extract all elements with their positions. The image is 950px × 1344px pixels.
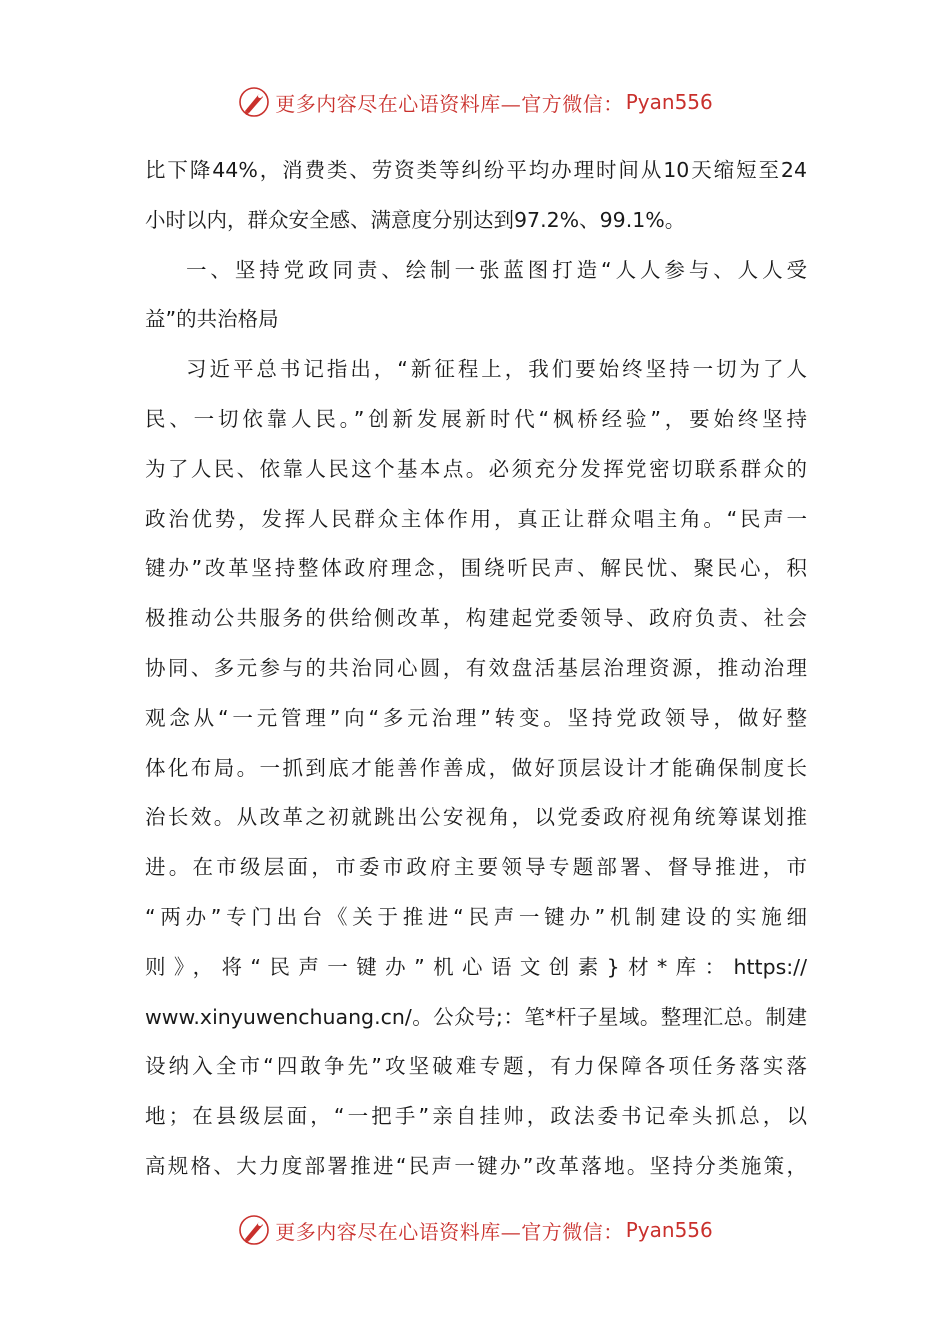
text-line: 治长效。从改革之初就跳出公安视角，以党委政府视角统筹谋划推 [145, 805, 807, 830]
pen-nib-logo-icon [237, 1213, 271, 1247]
text-line: 小时以内，群众安全感、满意度分别达到97.2%、99.1%。 [145, 207, 686, 232]
text-line: 进。在市级层面，市委市政府主要领导专题部署、督导推进，市 [145, 855, 807, 880]
text-line: 观念从“一元管理”向“多元治理”转变。坚持党政领导，做好整 [145, 705, 807, 730]
text-line: 政治优势，发挥人民群众主体作用，真正让群众唱主角。“民声一 [145, 506, 807, 531]
text-line: 协同、多元参与的共治同心圆，有效盘活基层治理资源，推动治理 [145, 655, 807, 680]
text-line: “两办”专门出台《关于推进“民声一键办”机制建设的实施细 [145, 904, 807, 929]
text-line: 民、一切依靠人民。”创新发展新时代“枫桥经验”，要始终坚持 [145, 406, 807, 431]
header-banner [0, 82, 950, 122]
section-heading [145, 246, 807, 346]
footer-slogan: 更多内容尽在心语资料库—官方微信： [275, 1219, 624, 1244]
paragraph-1 [145, 146, 807, 246]
text-line: 键办”改革坚持整体政府理念，围绕听民声、解民忧、聚民心，积 [145, 556, 807, 581]
text-line: www.xinyuwenchuang.cn/。公众号;：笔*杆子星域。整理汇总。制建 [145, 1004, 807, 1029]
pen-nib-logo-icon [237, 85, 271, 119]
text-line: 为了人民、依靠人民这个基本点。必须充分发挥党密切联系群众的 [145, 456, 807, 481]
text-line: 一、坚持党政同责、绘制一张蓝图打造“人人参与、人人受 [186, 257, 807, 282]
text-line: 设纳入全市“四敢争先”攻坚破难专题，有力保障各项任务落实落 [145, 1054, 807, 1079]
header-slogan: 更多内容尽在心语资料库—官方微信： [275, 91, 624, 116]
text-line: 益”的共治格局 [145, 307, 279, 332]
footer-banner [0, 1210, 950, 1250]
document-body [145, 146, 807, 1192]
text-line: 比下降44%，消费类、劳资类等纠纷平均办理时间从10天缩短至24 [145, 158, 807, 182]
paragraph-2 [145, 345, 807, 1192]
text-line: 体化布局。一抓到底才能善作善成，做好顶层设计才能确保制度长 [145, 755, 807, 780]
text-line: 习近平总书记指出，“新征程上，我们要始终坚持一切为了人 [186, 357, 807, 382]
text-line: 高规格、大力度部署推进“民声一键办”改革落地。坚持分类施策， [145, 1153, 807, 1178]
text-line: 极推动公共服务的供给侧改革，构建起党委领导、政府负责、社会 [145, 606, 807, 631]
text-line: 地；在县级层面，“一把手”亲自挂帅，政法委书记牵头抓总，以 [145, 1104, 807, 1129]
footer-wechat-id: Pyan556 [625, 1218, 713, 1242]
header-wechat-id: Pyan556 [625, 90, 713, 114]
text-line: 则》，将“民声一键办”机心语文创素}材*库：https:// [145, 954, 807, 979]
